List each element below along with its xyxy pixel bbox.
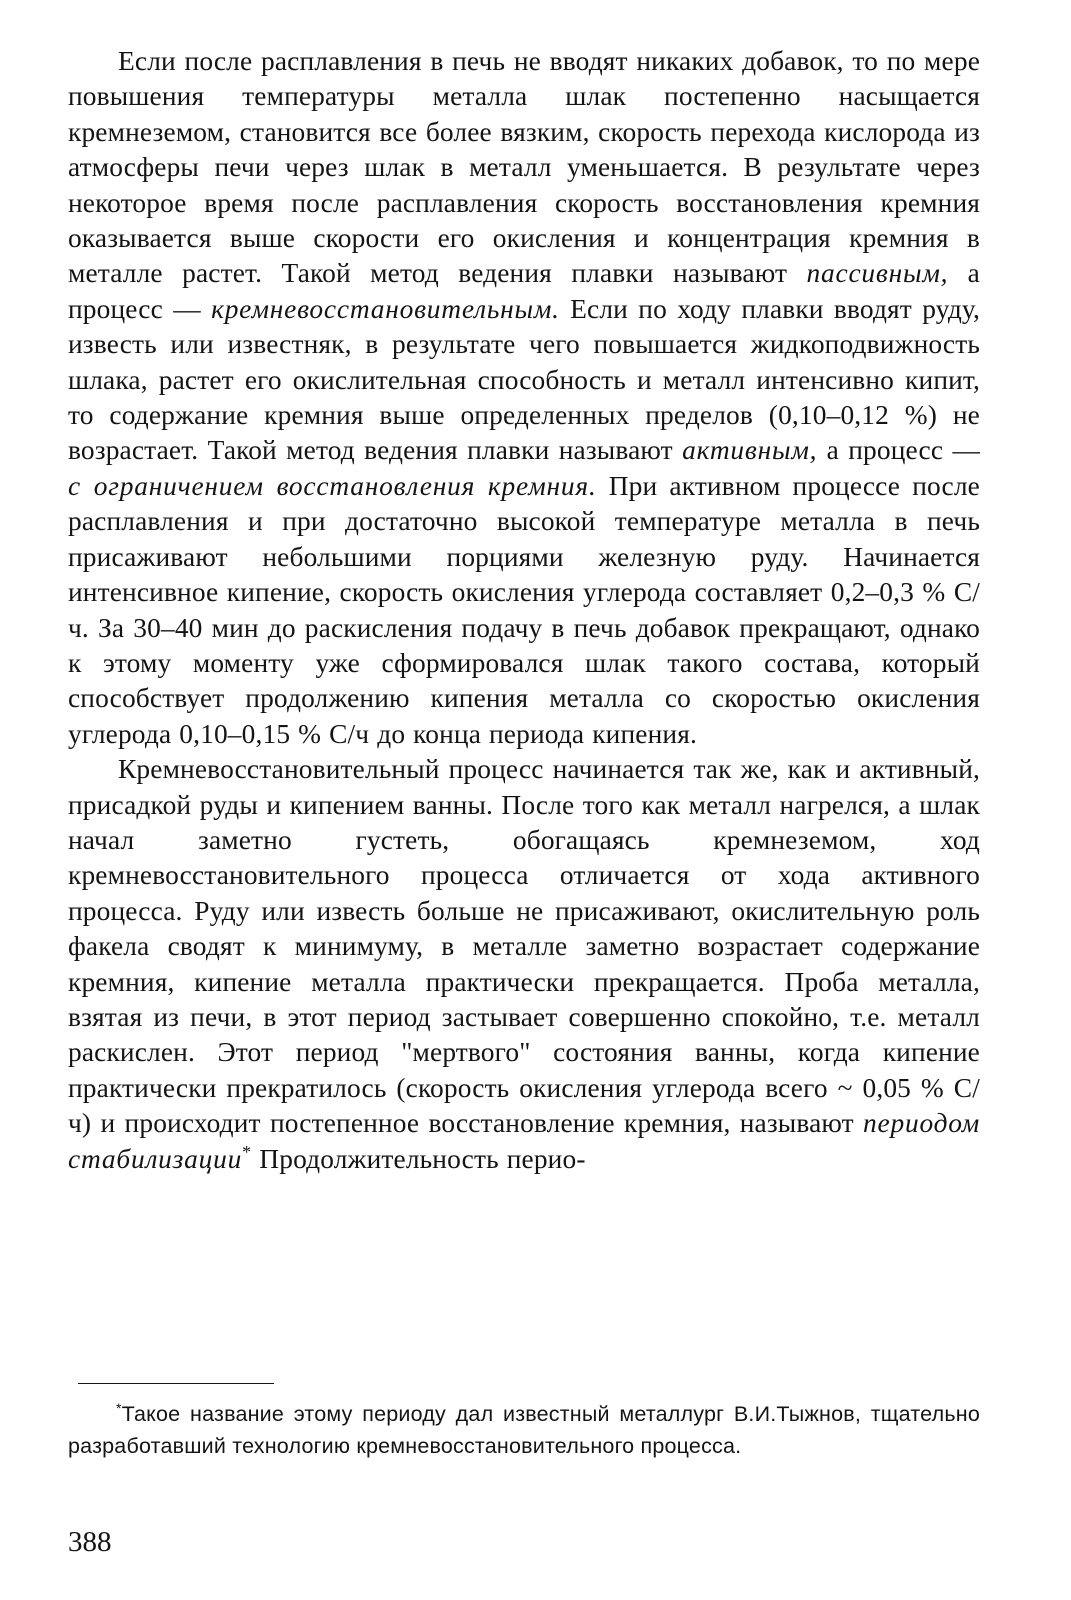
paragraph-2-text-b: Продолжительность перио-	[251, 1143, 586, 1174]
paragraph-1-text-d: а процесс —	[817, 435, 980, 466]
term-passive: пассивным,	[806, 258, 949, 289]
paragraph-1-text-e: При активном процессе после расплавления и при достаточно высокой температуре металла в печь присаживают небольшими порциями железную руду. Начинается интенсивное кипение, скорость окисления углерода составляет 0,2–0,3 % С/ч. За 30–40 мин до раскисления подачу в печь добавок прекращают, однако к этому моменту уже сформировался шлак такого состава, который способствует продолжению кипения металла со скоростью окисления углерода 0,10–0,15 % С/ч до конца периода кипения.	[68, 470, 980, 749]
footnote-reference-mark: *	[242, 1141, 252, 1162]
footnote-divider	[78, 1383, 274, 1384]
paragraph-1-text-a: Если после расплавления в печь не вводят никаких добавок, то по мере повышения температуры металла шлак постепенно насыщается кремнеземом, становится все более вязким, скорость перехода кислорода из атмосферы печи через шлак в металл уменьшается. В результате через некоторое время после расплавления скорость восстановления кремния оказывается выше скорости его окисления и концентрация кремния в металле растет. Такой метод ведения плавки называют	[68, 46, 980, 289]
paragraph-2-text-a: Кремневосстановительный процесс начинается так же, как и активный, присадкой руды и кипением ванны. После того как металл нагрелся, а шлак начал заметно густеть, обогащаясь кремнеземом, ход кремневосстановительного процесса отличается от хода активного процесса. Руду или известь больше не присаживают, окислительную роль факела сводят к минимуму, в металле заметно возрастает содержание кремния, кипение металла практически прекращается. Проба металла, взятая из печи, в этот период застывает совершенно спокойно, т.е. металл раскислен. Этот период "мертвого" состояния ванны, когда кипение практически прекратилось (скорость окисления углерода всего ~ 0,05 % С/ч) и происходит постепенное восстановление кремния, называют	[68, 754, 980, 1139]
footnote	[68, 1398, 980, 1462]
footnote-mark: *	[116, 1399, 122, 1416]
term-stabilization-period: периодом стабилизации	[68, 1108, 980, 1174]
term-limited-silicon-reduction: с ограничением восстановления кремния.	[68, 470, 597, 501]
term-silicon-reducing: кремневосстановительным.	[211, 293, 560, 324]
paragraph-1-text-b: а процесс —	[68, 258, 980, 324]
page-number: 388	[68, 1526, 112, 1558]
paragraph-1-text-c: Если по ходу плавки вводят руду, известь или известняк, в результате чего повышается жидкоподвижность шлака, растет его окислительная способность и металл интенсивно кипит, то содержание кремния выше определенных пределов (0,10–0,12 %) не возрастает. Такой метод ведения плавки называют	[68, 293, 981, 466]
term-active: активным,	[682, 435, 818, 466]
paragraph-1	[68, 44, 980, 752]
page-body	[68, 44, 980, 1177]
paragraph-2	[68, 752, 980, 1177]
footnote-text: Такое название этому периоду дал известный металлург В.И.Тыжнов, тщательно разработавший технологию кремневосстановительного процесса.	[68, 1402, 980, 1458]
